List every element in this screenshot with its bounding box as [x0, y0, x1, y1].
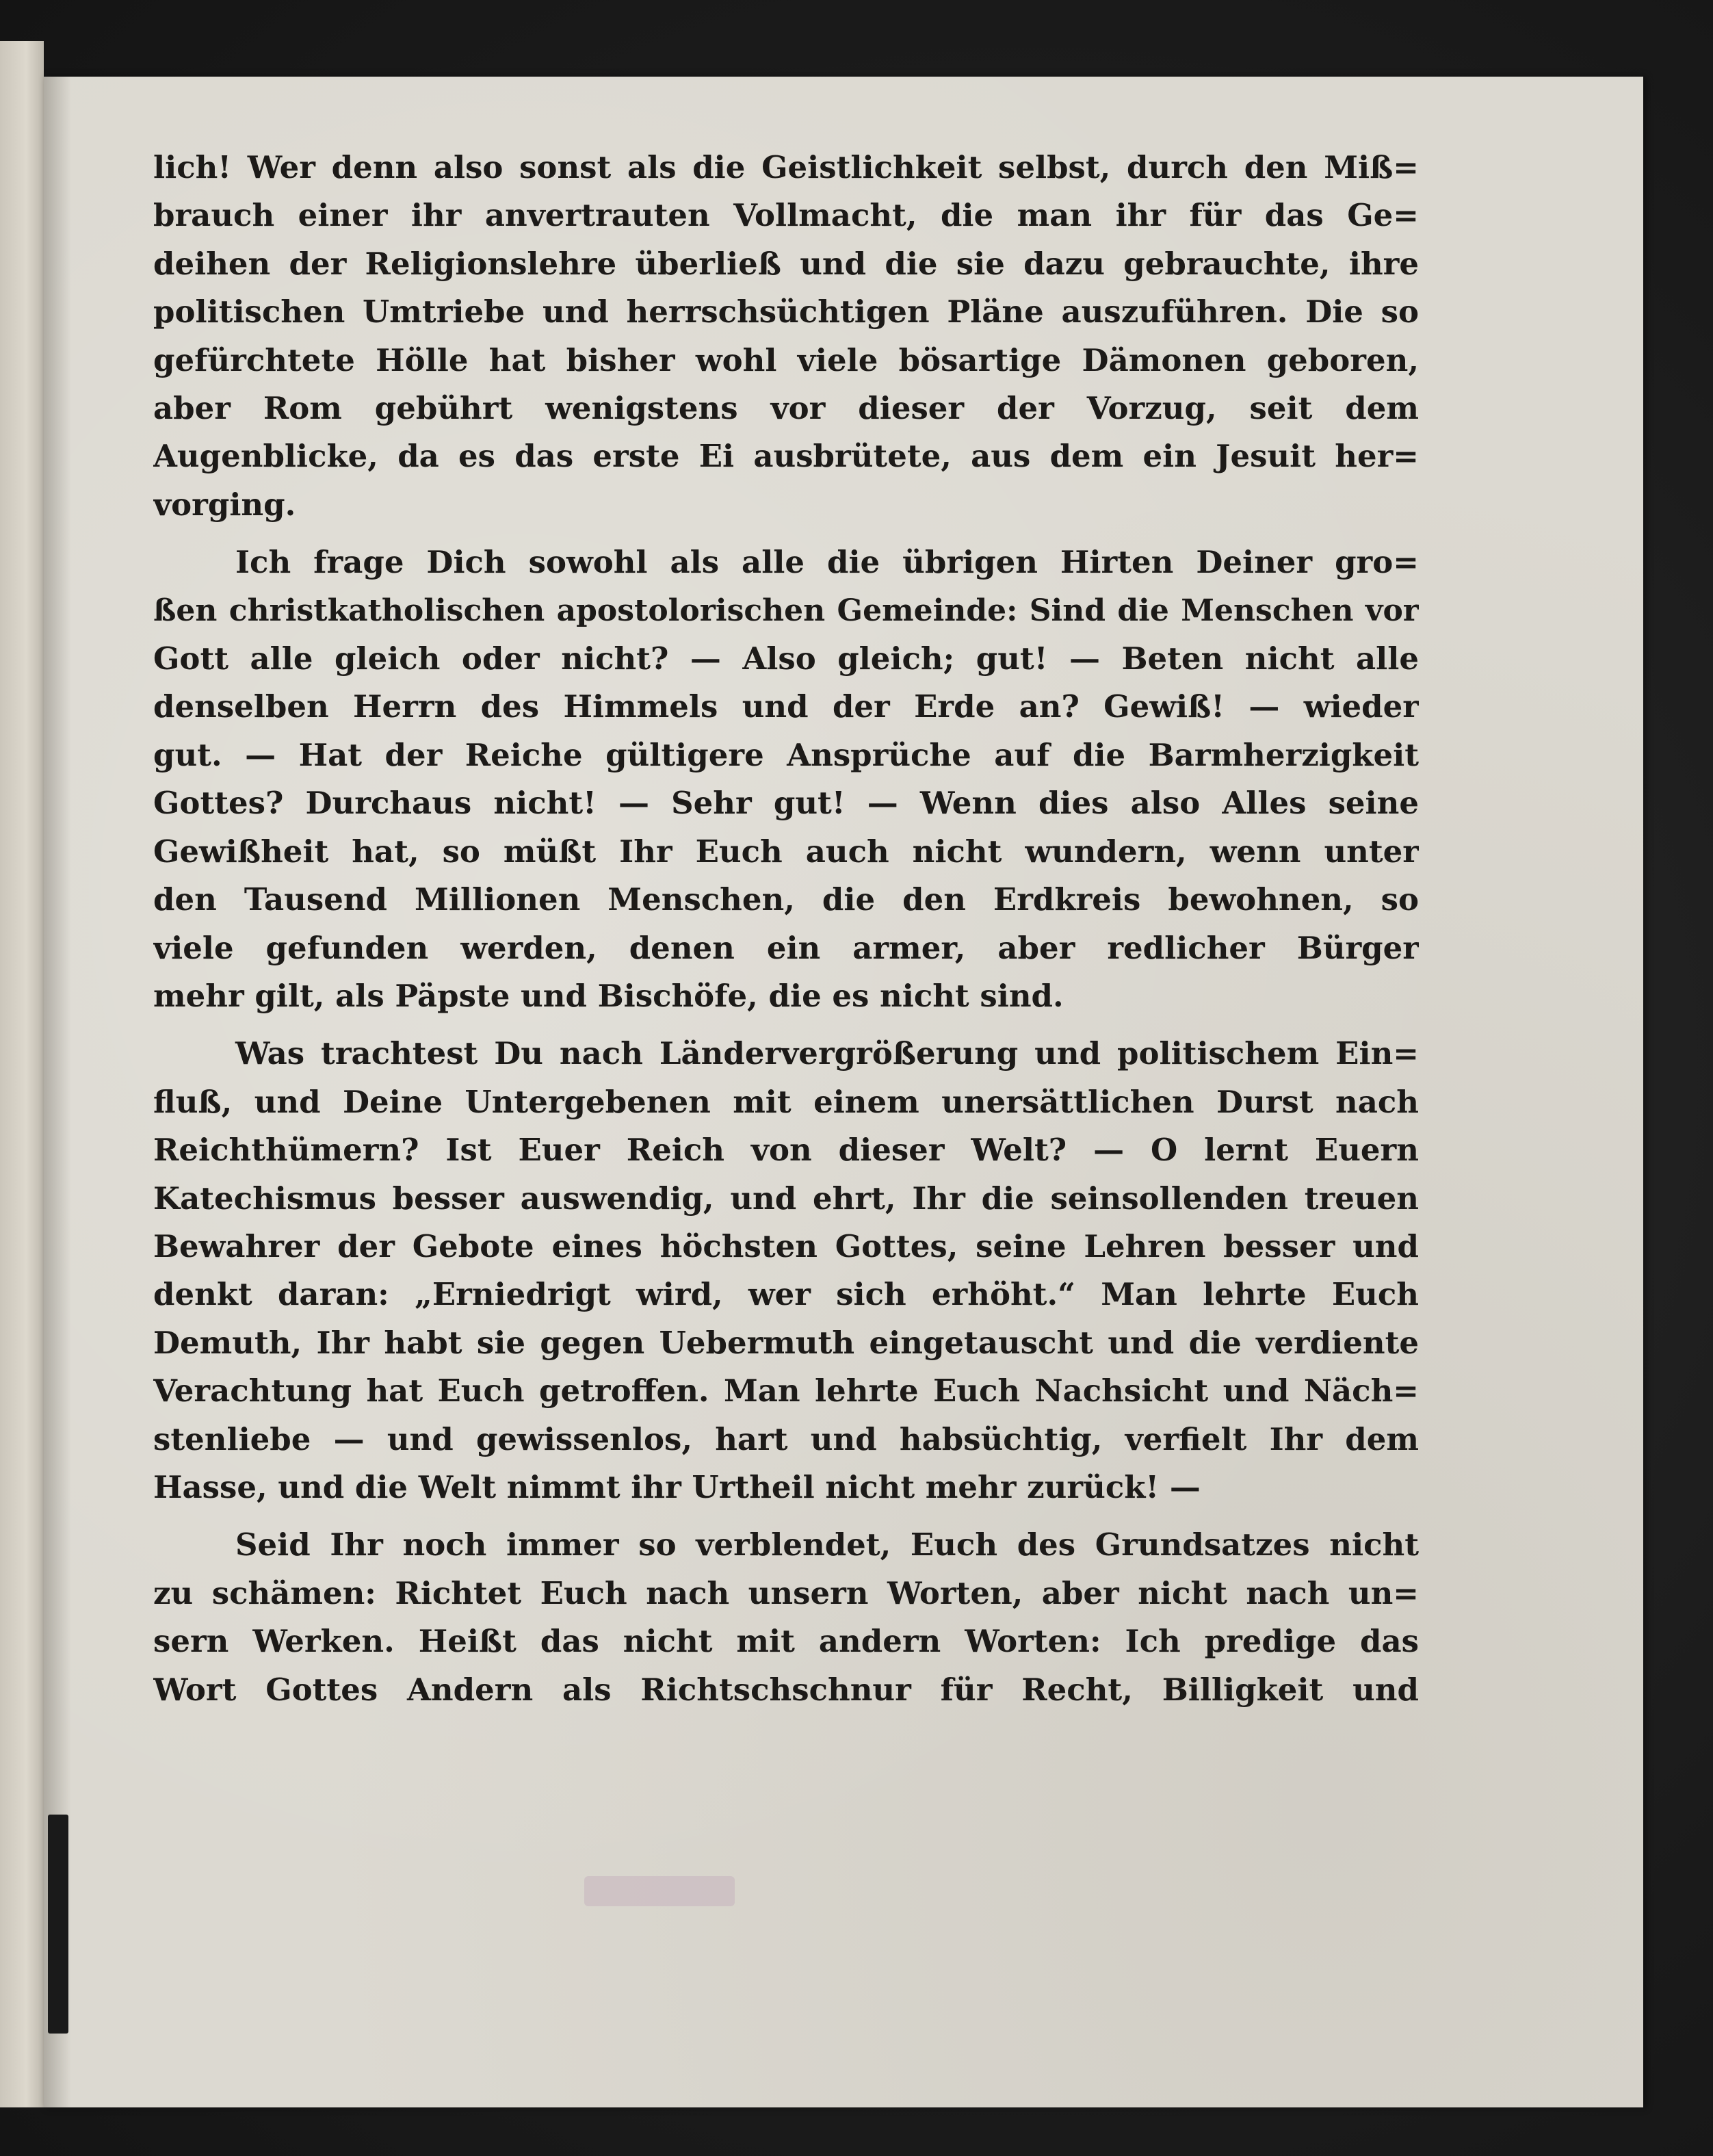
text-line: Hasse, und die Welt nimmt ihr Urtheil nicht mehr zurück! —	[153, 1468, 1201, 1505]
text-line: Wort Gottes Andern als Richtschschnur für Recht, Billigkeit und	[153, 1671, 1419, 1708]
paragraph-3	[153, 1030, 1419, 1511]
text-line: gut. — Hat der Reiche gültigere Ansprüche auf die Barmherzigkeit	[153, 736, 1419, 773]
paragraph-4	[153, 1521, 1419, 1714]
page-gutter-shadow	[44, 77, 71, 2107]
text-line: Was trachtest Du nach Ländervergrößerung und politischem Ein=	[235, 1035, 1419, 1072]
text-line: lich! Wer denn also sonst als die Geistlichkeit selbst, durch den Miß=	[153, 149, 1419, 185]
previous-page-edge	[0, 41, 44, 2107]
text-line: zu schämen: Richtet Euch nach unsern Worten, aber nicht nach un=	[153, 1574, 1419, 1611]
text-line: Gottes? Durchaus nicht! — Sehr gut! — Wenn dies also Alles seine	[153, 785, 1419, 822]
text-line: fluß, und Deine Untergebenen mit einem unersättlichen Durst nach	[153, 1083, 1419, 1120]
text-line: stenliebe — und gewissenlos, hart und habsüchtig, verfielt Ihr dem	[153, 1420, 1419, 1457]
text-line: deihen der Religionslehre überließ und die sie dazu gebrauchte, ihre	[153, 245, 1419, 282]
text-line: sern Werken. Heißt das nicht mit andern Worten: Ich predige das	[153, 1623, 1419, 1660]
faded-library-stamp	[584, 1876, 735, 1906]
text-line: Gewißheit hat, so müßt Ihr Euch auch nicht wundern, wenn unter	[153, 833, 1419, 870]
text-line: Reichthümern? Ist Euer Reich von dieser Welt? — O lernt Euern	[153, 1132, 1419, 1169]
text-line: Katechismus besser auswendig, und ehrt, Ihr die seinsollenden treuen	[153, 1180, 1419, 1217]
text-line: viele gefunden werden, denen ein armer, aber redlicher Bürger	[153, 929, 1419, 966]
text-line: Augenblicke, da es das erste Ei ausbrütete, aus dem ein Jesuit her=	[153, 438, 1419, 475]
text-line: Demuth, Ihr habt sie gegen Uebermuth eingetauscht und die verdiente	[153, 1324, 1419, 1361]
text-line: gefürchtete Hölle hat bisher wohl viele bösartige Dämonen geboren,	[153, 341, 1419, 378]
body-text	[153, 144, 1419, 1714]
text-line: denselben Herrn des Himmels und der Erde an? Gewiß! — wieder	[153, 688, 1419, 725]
text-line: politischen Umtriebe und herrschsüchtigen Pläne auszuführen. Die so	[153, 294, 1419, 330]
text-line: Seid Ihr noch immer so verblendet, Euch des Grundsatzes nicht	[235, 1527, 1419, 1563]
text-line: Ich frage Dich sowohl als alle die übrigen Hirten Deiner gro=	[235, 544, 1419, 581]
text-line: ßen christkatholischen apostolorischen Gemeinde: Sind die Menschen vor	[153, 593, 1419, 628]
paragraph-1	[153, 144, 1419, 529]
text-line: aber Rom gebührt wenigstens vor dieser der Vorzug, seit dem	[153, 390, 1419, 427]
text-line: brauch einer ihr anvertrauten Vollmacht, die man ihr für das Ge=	[153, 197, 1419, 234]
text-line: Bewahrer der Gebote eines höchsten Gottes, seine Lehren besser und	[153, 1228, 1419, 1264]
text-line: den Tausend Millionen Menschen, die den Erdkreis bewohnen, so	[153, 881, 1419, 918]
text-line: vorging.	[153, 486, 296, 523]
text-line: Verachtung hat Euch getroffen. Man lehrte Euch Nachsicht und Näch=	[153, 1373, 1419, 1410]
paragraph-2	[153, 538, 1419, 1020]
text-line: denkt daran: „Erniedrigt wird, wer sich erhöht.“ Man lehrte Euch	[153, 1276, 1419, 1313]
text-line: Gott alle gleich oder nicht? — Also gleich; gut! — Beten nicht alle	[153, 640, 1419, 677]
binding-tear	[48, 1815, 68, 2034]
text-line: mehr gilt, als Päpste und Bischöfe, die es nicht sind.	[153, 977, 1064, 1014]
